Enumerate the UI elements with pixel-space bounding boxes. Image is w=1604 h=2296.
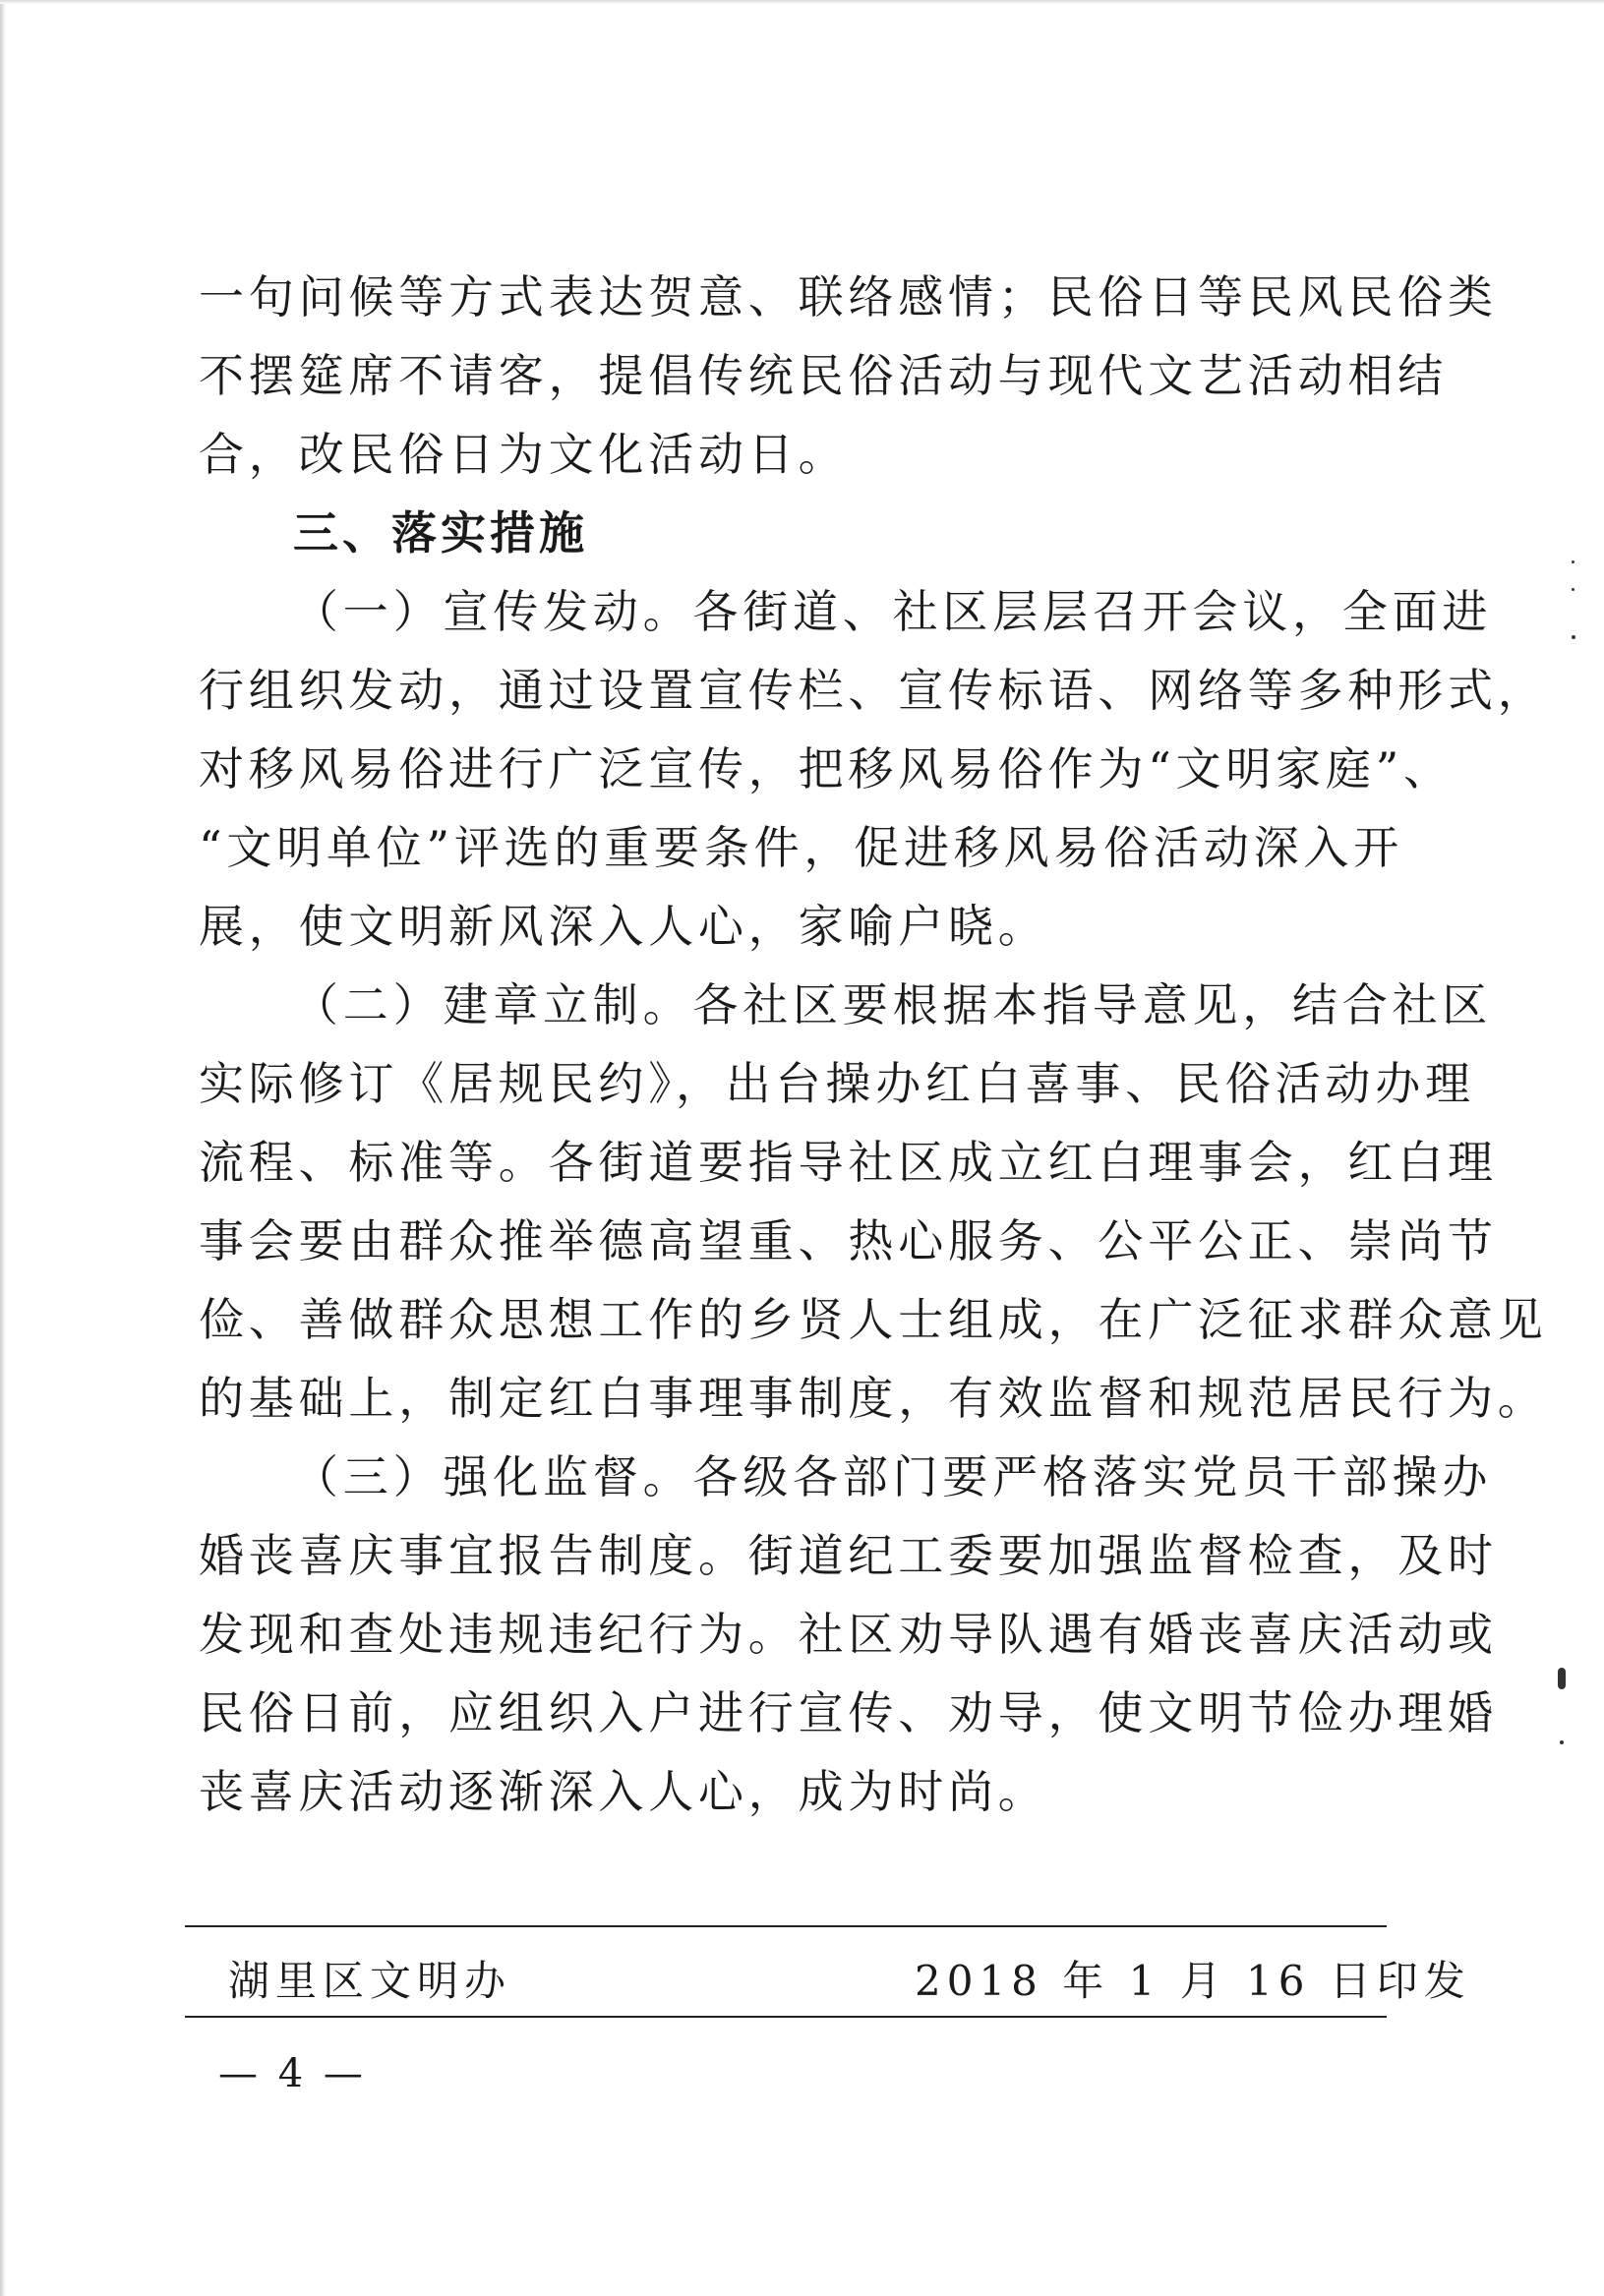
text-line: 丧喜庆活动逐渐深入人心，成为时尚。 (199, 1765, 1048, 1818)
body-paragraph-supervision (199, 1438, 1498, 1831)
page-number: — 4 — (218, 2051, 367, 2096)
text-line: 实际修订《居规民约》，出台操办红白喜事、民俗活动办理 (199, 1057, 1475, 1110)
footer-bottom-rule (185, 2016, 1387, 2018)
text-line: 婚丧喜庆事宜报告制度。街道纪工委要加强监督检查，及时 (199, 1529, 1498, 1582)
footer-top-rule (185, 1925, 1387, 1927)
text-line: 流程、标准等。各街道要指导社区成立红白理事会，红白理 (199, 1136, 1498, 1189)
text-line: 事会要由群众推举德高望重、热心服务、公平公正、崇尚节 (199, 1214, 1498, 1267)
footer-issuer: 湖里区文明办 (228, 1957, 512, 2005)
text-line: 的基础上，制定红白事理事制度，有效监督和规范居民行为。 (199, 1372, 1548, 1425)
text-line: （三）强化监督。各级各部门要严格落实党员干部操办 (293, 1450, 1493, 1503)
footer-issue-date: 2018 年 1 月 16 日印发 (915, 1957, 1471, 2005)
scan-edge-top (0, 0, 1604, 4)
document-body (199, 258, 1548, 1831)
text-line: 不摆筵席不请客，提倡传统民俗活动与现代文艺活动相结 (199, 349, 1448, 402)
body-paragraph-rules (199, 966, 1548, 1438)
continuation-paragraph (199, 258, 1498, 494)
scan-speck (1572, 560, 1574, 563)
section-heading: 三、落实措施 (293, 506, 588, 559)
scan-speck (1560, 1740, 1564, 1744)
text-line: 民俗日前，应组织入户进行宣传、劝导，使文明节俭办理婚 (199, 1686, 1498, 1739)
text-line: 俭、善做群众思想工作的乡贤人士组成，在广泛征求群众意见 (199, 1293, 1548, 1346)
text-line: 合，改民俗日为文化活动日。 (199, 428, 849, 481)
text-line: 行组织发动，通过设置宣传栏、宣传标语、网络等多种形式， (199, 664, 1548, 717)
scan-edge-left (0, 0, 6, 2296)
text-line: 发现和查处违规违纪行为。社区劝导队遇有婚丧喜庆活动或 (199, 1608, 1498, 1661)
text-line: 一句问候等方式表达贺意、联络感情；民俗日等民风民俗类 (199, 270, 1498, 324)
text-line: （二）建章立制。各社区要根据本指导意见，结合社区 (293, 978, 1493, 1031)
body-paragraph-publicity (199, 572, 1548, 966)
text-line: 展，使文明新风深入人心，家喻户晓。 (199, 900, 1048, 953)
text-line: 对移风易俗进行广泛宣传，把移风易俗作为“文明家庭”、 (199, 742, 1454, 795)
scan-speck (1572, 635, 1575, 639)
text-line: （一）宣传发动。各街道、社区层层召开会议，全面进 (293, 585, 1493, 638)
scan-speck (1572, 588, 1574, 591)
text-line: “文明单位”评选的重要条件，促进移风易俗活动深入开 (199, 821, 1404, 874)
scan-speck (1558, 1668, 1566, 1689)
